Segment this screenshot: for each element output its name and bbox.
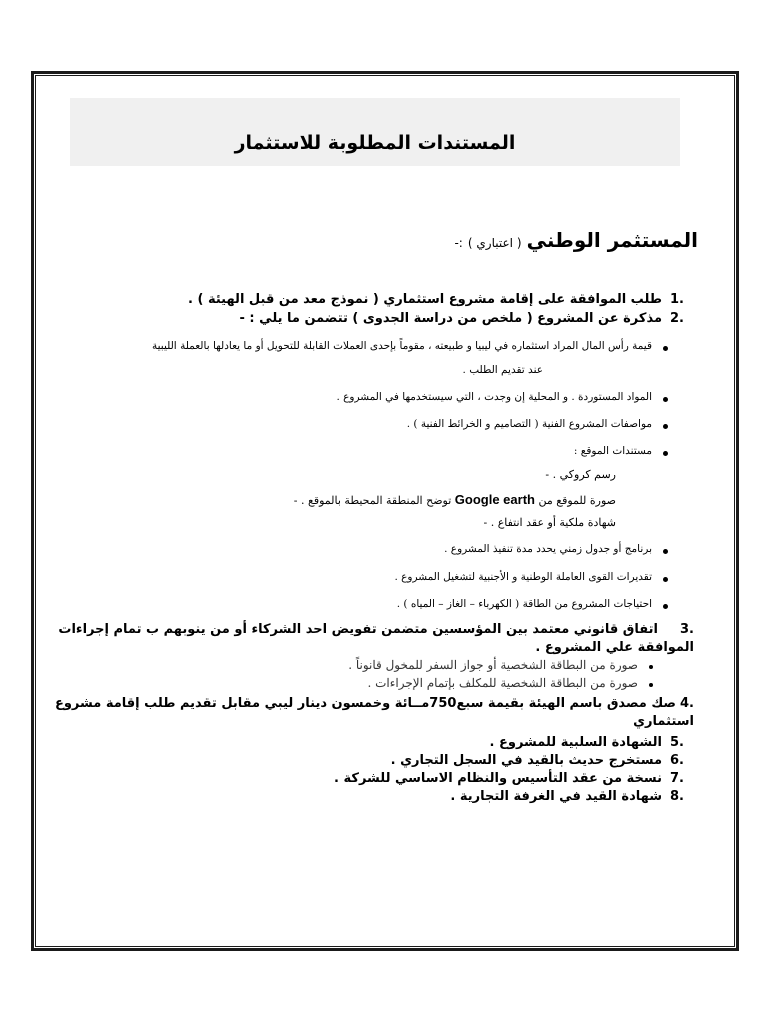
site-doc-photo-text-2: توضح المنطقة المحيطة بالموقع .	[301, 494, 452, 507]
bullet-dot	[663, 451, 668, 456]
bullet-dot	[663, 346, 668, 351]
item-7-text: نسخة من عقد التأسيس والنظام الاساسي للشركة .	[334, 771, 662, 786]
bullet-dot	[663, 604, 668, 609]
memo-bullet-schedule: برنامج أو جدول زمني يحدد مدة تنفيذ المشروع .	[444, 543, 652, 555]
item-2-text: مذكرة عن المشروع ( ملخص من دراسة الجدوى ) تتضمن ما يلي : -	[239, 311, 662, 326]
bullet-dot	[663, 397, 668, 402]
memo-bullet-materials: المواد المستوردة . و المحلية إن وجدت ، التي سيستخدمها في المشروع .	[336, 391, 652, 403]
page-border-inner	[35, 75, 735, 947]
section-subtitle: ( اعتباري )	[467, 236, 522, 250]
google-earth-label: Google earth	[454, 492, 535, 507]
item-3-number: .3	[680, 622, 694, 637]
item-5-number: .5	[670, 735, 684, 750]
memo-bullet-energy: احتياجات المشروع من الطاقة ( الكهرباء – الغاز – المياه ) .	[396, 598, 652, 610]
item-5-text: الشهادة السلبية للمشروع .	[489, 735, 662, 750]
site-doc-photo-text: صورة للموقع من	[538, 494, 616, 507]
item-2-number: .2	[670, 311, 684, 326]
memo-bullet-specs: مواصفات المشروع الفنية ( التصاميم و الخرائط الفنية ) .	[406, 418, 652, 430]
item-6-number: .6	[670, 753, 684, 768]
section-suffix: :-	[454, 236, 463, 250]
site-doc-sketch: رسم كروكي . -	[545, 468, 616, 481]
section-title: المستثمر الوطني	[526, 228, 698, 252]
item-4-number: .4	[680, 696, 694, 711]
memo-bullet-workforce: تقديرات القوى العاملة الوطنية و الأجنبية لتشغيل المشروع .	[394, 571, 652, 583]
bullet-dot	[663, 549, 668, 554]
item-3-bullet-agent: صورة من البطاقة الشخصية للمكلف بإتمام الإجراءات .	[367, 676, 638, 690]
item-7-number: .7	[670, 771, 684, 786]
site-doc-photo: صورة للموقع من Google earth توضح المنطقة المحيطة بالموقع . -	[293, 492, 616, 507]
item-8-text: شهادة القيد في الغرفة التجارية .	[450, 789, 662, 804]
memo-bullet-site-docs: مستندات الموقع :	[573, 445, 652, 457]
site-doc-sketch-text: رسم كروكي .	[552, 468, 616, 481]
item-8-number: .8	[670, 789, 684, 804]
bullet-dot	[649, 683, 653, 687]
item-1-text: طلب الموافقة على إقامة مشروع استثماري ( نموذج معد من قبل الهيئة ) .	[188, 292, 662, 307]
item-3-line-2: الموافقة علي المشروع .	[535, 640, 694, 655]
item-3-bullet-id: صورة من البطاقة الشخصية أو جواز السفر للمخول قانوناً .	[348, 658, 638, 672]
bullet-dot	[649, 665, 653, 669]
item-4-line-2: استثماري	[633, 714, 694, 729]
section-heading	[454, 228, 698, 252]
page-title: المستندات المطلوبة للاستثمار	[234, 132, 516, 154]
bullet-dot	[663, 577, 668, 582]
memo-bullet-capital: قيمة رأس المال المراد استثماره في ليبيا و طبيعته ، مقوماً بإحدى العملات القابلة للتحويل أو ما يعادلها بالعملة الليبية	[152, 340, 652, 352]
bullet-dot	[663, 424, 668, 429]
item-1-number: .1	[670, 292, 684, 307]
site-doc-ownership-text: شهادة ملكية أو عقد انتفاع .	[490, 516, 616, 529]
site-doc-ownership: شهادة ملكية أو عقد انتفاع . -	[483, 516, 616, 529]
item-4-line-1: صك مصدق باسم الهيئة بقيمة سبع750مــائة وخمسون دينار ليبي مقابل تقديم طلب إقامة مشروع	[54, 696, 676, 711]
item-3-line-1: اتفاق قانوني معتمد بين المؤسسين متضمن تفويض احد الشركاء أو من ينوبهم ب تمام إجراءات	[58, 622, 658, 637]
item-6-text: مستخرج حديث بالقيد في السجل التجاري .	[390, 753, 662, 768]
memo-bullet-capital-cont: عند تقديم الطلب .	[462, 364, 543, 376]
